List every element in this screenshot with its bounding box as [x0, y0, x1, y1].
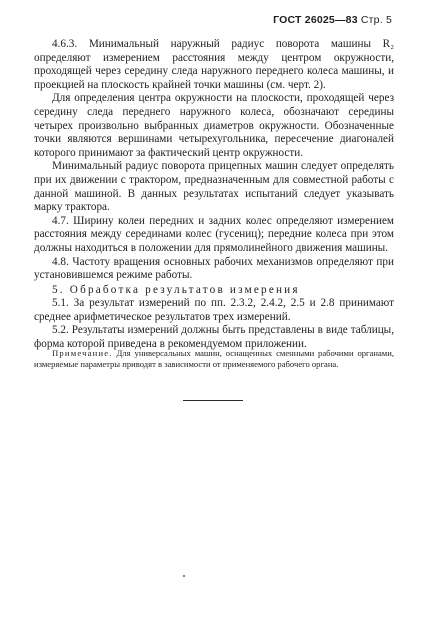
paragraph-4-8: 4.8. Частоту вращения основных рабочих механизмов определяют при установившемся режиме работы. — [34, 255, 394, 282]
section-heading: 5. Обработка результатов измерения — [52, 283, 300, 296]
paragraph-5-1: 5.1. За результат измерений по пп. 2.3.2, 2.4.2, 2.5 и 2.8 принимают среднее арифметическое результатов трех измерений. — [34, 297, 394, 323]
paragraph-trailed-machines: Минимальный радиус поворота прицепных машин следует определять при их движении с трактором, предназначенным для совместной работы с данной машиной. В данных результатах испытаний следует указывать марку трактора. — [34, 160, 394, 214]
paragraph-4-6-3: 4.6.3. Минимальный наружный радиус поворота машины R₂ определяют измерением расстояния между центром окружности, проходящей через середину следа наружного переднего колеса машины, и проекцией на плоскость крайней точки машины (см. черт. 2). — [34, 38, 394, 91]
page-header — [273, 14, 392, 26]
paragraph-circle-center: Для определения центра окружности на плоскости, проходящей через середину следа переднего наружного колеса, обозначают середины четырех произвольно выбранных диаметров окружности. Обозначенные точки являются вершинами четырехугольника, пересечение диагоналей которого принимают за фактический центр окружности. — [34, 92, 394, 159]
note — [34, 348, 394, 369]
document-body — [34, 38, 394, 352]
note-label: Примечание. — [52, 348, 113, 358]
page-number: Стр. 5 — [360, 14, 392, 26]
note-text: Для универсальных машин, оснащенных сменными рабочими органами, измеряемые параметры приводят в зависимости от применяемого рабочего органа. — [34, 348, 394, 369]
end-rule — [183, 400, 243, 401]
standard-number: ГОСТ 26025—83 — [273, 14, 358, 26]
paragraph-4-7: 4.7. Ширину колеи передних и задних колес определяют измерением расстояния между серединами колес (гусениц); передние колеса при этом должны находиться в положении для прямолинейного движения машины. — [34, 214, 394, 254]
scan-dot — [183, 575, 185, 577]
paragraph-5-2: 5.2. Результаты измерений должны быть представлены в виде таблицы, форма которой приведена в рекомендуемом приложении. — [34, 324, 394, 351]
